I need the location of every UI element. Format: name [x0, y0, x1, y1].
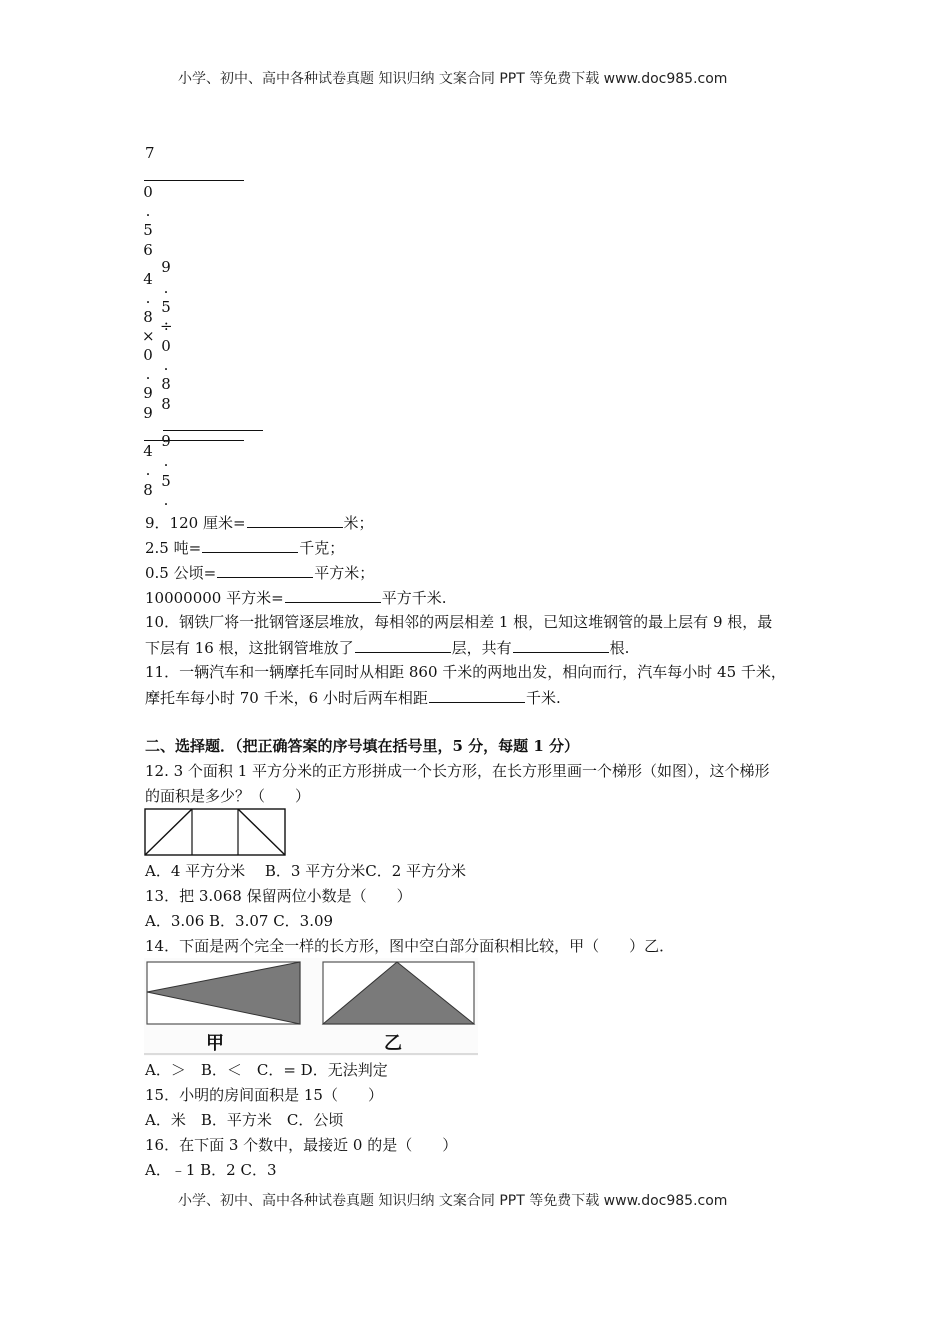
calc-digit: 4 — [143, 442, 153, 460]
calc-digit: 5 — [161, 472, 171, 490]
trapezoid-figure — [144, 808, 287, 858]
page-header: 小学、初中、高中各种试卷真题 知识归纳 文案合同 PPT 等免费下载 www.doc985.com — [178, 71, 728, 87]
rectangle-outline — [145, 809, 285, 855]
calc-digit: 8 — [161, 395, 171, 413]
q12-options: A．4 平方分米 B．3 平方分米C．2 平方分米 — [145, 862, 467, 880]
calc-digit: 6 — [143, 241, 153, 259]
calc-digit: . — [145, 461, 151, 479]
calc-digit: × — [142, 327, 155, 345]
q9-line2: 2.5 吨= 千克； — [145, 539, 345, 557]
label-yi: 乙 — [384, 1033, 402, 1054]
answer-line — [163, 430, 263, 431]
fill-blank[interactable] — [429, 688, 525, 703]
calc-digit: . — [145, 289, 151, 307]
label-jia: 甲 — [206, 1033, 224, 1054]
fill-blank[interactable] — [202, 538, 298, 553]
calc-digit: . — [163, 356, 169, 374]
q12-line2: 的面积是多少？（ ） — [145, 787, 311, 805]
q13-options: A．3.06 B．3.07 C．3.09 — [145, 912, 334, 930]
q9-line1: 9．120 厘米= 米； — [145, 514, 374, 532]
q11-line2: 摩托车每小时 70 千米，6 小时后两车相距 千米. — [145, 689, 561, 707]
q14-options: A．＞ B．＜ C．= D．无法判定 — [145, 1061, 388, 1079]
fill-blank[interactable] — [355, 638, 451, 653]
fill-blank[interactable] — [247, 513, 343, 528]
q12-line1: 12. 3 个面积 1 平方分米的正方形拼成一个长方形，在长方形里画一个梯形（如图），这个梯形 — [145, 762, 770, 780]
section-2-title: 二、选择题．（把正确答案的序号填在括号里，5 分，每题 1 分） — [145, 737, 580, 755]
calc-digit: 0 — [143, 183, 153, 201]
calc-digit: . — [163, 491, 169, 509]
trapezoid-right-side — [238, 809, 285, 855]
calc-label-7: 7 — [145, 144, 155, 162]
q11-line1: 11．一辆汽车和一辆摩托车同时从相距 860 千米的两地出发，相向而行，汽车每小时 45 千米， — [145, 663, 786, 681]
q13-line1: 13．把 3.068 保留两位小数是（ ） — [145, 887, 412, 905]
q10-line1: 10．钢铁厂将一批钢管逐层堆放，每相邻的两层相差 1 根，已知这堆钢管的最上层有 9 根，最 — [145, 613, 773, 631]
answer-line — [144, 180, 244, 181]
calc-digit: 9 — [161, 258, 171, 276]
fill-blank[interactable] — [285, 588, 381, 603]
calc-digit: 5 — [143, 221, 153, 239]
fill-blank[interactable] — [217, 563, 313, 578]
q9-line4: 10000000 平方米= 平方千米. — [145, 589, 447, 607]
calc-digit: 0 — [143, 346, 153, 364]
q10-line2: 下层有 16 根，这批钢管堆放了 层，共有 根. — [145, 639, 630, 657]
calc-digit: 9 — [161, 432, 171, 450]
calc-digit: . — [163, 279, 169, 297]
calc-digit: 8 — [143, 308, 153, 326]
answer-line — [144, 440, 244, 441]
calc-digit: 8 — [143, 481, 153, 499]
calc-digit: 9 — [143, 384, 153, 402]
q16-options: A．﹣1 B．2 C．3 — [145, 1161, 277, 1179]
calc-digit: 8 — [161, 375, 171, 393]
calc-digit: . — [145, 202, 151, 220]
page-footer: 小学、初中、高中各种试卷真题 知识归纳 文案合同 PPT 等免费下载 www.doc985.com — [178, 1193, 728, 1209]
trapezoid-left-side — [145, 809, 192, 855]
rectangles-figure — [144, 958, 478, 1056]
q14-line1: 14．下面是两个完全一样的长方形，图中空白部分面积相比较，甲（ ）乙． — [145, 937, 675, 955]
calc-digit: 0 — [161, 337, 171, 355]
fill-blank[interactable] — [513, 638, 609, 653]
calc-digit: 5 — [161, 298, 171, 316]
calc-digit: ÷ — [160, 317, 173, 335]
calc-digit: 9 — [143, 404, 153, 422]
calc-digit: . — [163, 452, 169, 470]
q9-line3: 0.5 公顷= 平方米； — [145, 564, 375, 582]
calc-digit: 4 — [143, 270, 153, 288]
q15-options: A．米 B．平方米 C．公顷 — [145, 1111, 344, 1129]
q15-line1: 15．小明的房间面积是 15（ ） — [145, 1086, 383, 1104]
q16-line1: 16．在下面 3 个数中，最接近 0 的是（ ） — [145, 1136, 458, 1154]
calc-digit: . — [145, 365, 151, 383]
